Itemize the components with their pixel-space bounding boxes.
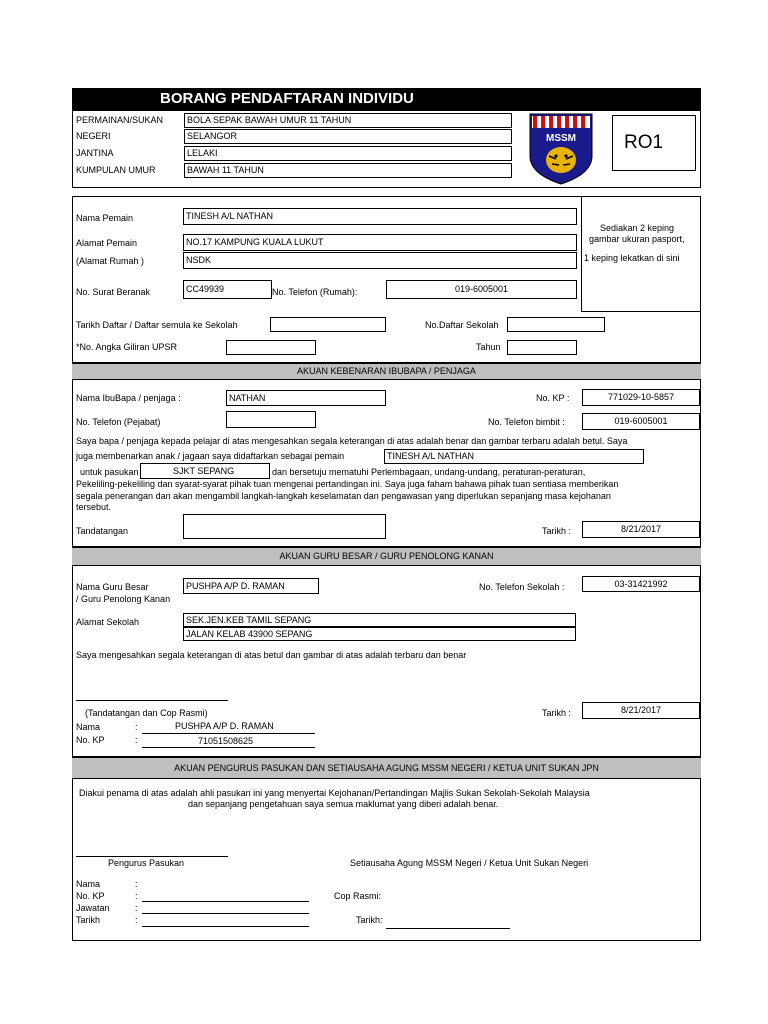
parent-text-3a: untuk pasukan	[80, 467, 139, 477]
state-label: NEGERI	[76, 131, 111, 141]
headmaster-date-label: Tarikh :	[542, 708, 572, 718]
parent-kp-field[interactable]: 771029-10-5857	[582, 389, 700, 406]
headmaster-name-field[interactable]: PUSHPA A/P D. RAMAN	[183, 578, 319, 594]
manager-nama-label: Nama	[76, 879, 101, 889]
parent-text-4: Pekeliling-pekeliling dan syarat-syarat pihak tuan mengenai pertandingan ini. Saya juga faham bahawa pihak tuan sentiasa memberikan	[76, 479, 619, 489]
secretary-label: Setiausaha Agung MSSM Negeri / Ketua Unit Sukan Negeri	[350, 858, 589, 868]
state-field[interactable]: SELANGOR	[184, 129, 512, 144]
headmaster-text: Saya mengesahkan segala keterangan di atas betul dan gambar di atas adalah terbaru dan benar	[76, 650, 467, 660]
parent-name-field[interactable]: NATHAN	[226, 390, 386, 406]
manager-text-2: dan sepanjang pengetahuan saya semua maklumat yang diberi adalah benar.	[188, 799, 499, 809]
birth-cert-label: No. Surat Beranak	[76, 287, 151, 297]
upsr-label: *No. Angka Giliran UPSR	[76, 342, 178, 352]
parent-signature-label: Tandatangan	[76, 526, 129, 536]
secretary-tarikh-label: Tarikh:	[356, 915, 383, 925]
manager-jawatan-label: Jawatan	[76, 903, 110, 913]
manager-tarikh-label: Tarikh	[76, 915, 101, 925]
manager-signature-line	[76, 856, 228, 857]
mobile-label: No. Telefon bimbit :	[488, 417, 565, 427]
manager-kp-label: No. KP	[76, 891, 105, 901]
headmaster-name-label-2: / Guru Penolong Kanan	[76, 594, 171, 604]
secretary-tarikh-line	[386, 928, 510, 929]
manager-jawatan-line	[142, 913, 309, 914]
parent-date-field[interactable]: 8/21/2017	[582, 521, 700, 538]
photo-text-3: 1 keping lekatkan di sini	[584, 253, 680, 263]
player-name-label: Nama Pemain	[76, 213, 134, 223]
upsr-field[interactable]	[226, 340, 316, 355]
year-label: Tahun	[476, 342, 501, 352]
manager-tarikh-line	[142, 926, 309, 927]
player-name-field[interactable]: TINESH A/L NATHAN	[183, 208, 577, 225]
manager-text-1: Diakui penama di atas adalah ahli pasukan ini yang menyertai Kejohanan/Pertandingan Majlis Sukan Sekolah-Sekolah Malaysia	[79, 788, 590, 798]
gender-label: JANTINA	[76, 148, 114, 158]
parent-name-label: Nama IbuBapa / penjaga :	[76, 393, 181, 403]
headmaster-nama-line	[142, 733, 315, 734]
parent-signature-field[interactable]	[183, 514, 386, 539]
school-address-field-1[interactable]: SEK.JEN.KEB TAMIL SEPANG	[183, 613, 576, 627]
headmaster-nama-colon: :	[135, 722, 138, 732]
office-phone-label: No. Telefon (Pejabat)	[76, 417, 161, 427]
parent-text-3b: dan bersetuju mematuhi Perlembagaan, undang-undang, peraturan-peraturan,	[272, 467, 586, 477]
home-phone-field[interactable]: 019-6005001	[386, 280, 577, 299]
headmaster-nama-value: PUSHPA A/P D. RAMAN	[175, 721, 274, 731]
headmaster-kp-colon: :	[135, 735, 138, 745]
headmaster-name-label-1: Nama Guru Besar	[76, 582, 149, 592]
manager-kp-colon: :	[135, 891, 138, 901]
year-field[interactable]	[507, 340, 577, 355]
manager-kp-line	[142, 901, 309, 902]
manager-jawatan-colon: :	[135, 903, 138, 913]
birth-cert-field[interactable]: CC49939	[183, 280, 272, 299]
manager-label: Pengurus Pasukan	[108, 858, 185, 868]
headmaster-kp-value: 71051508625	[198, 736, 254, 746]
parent-text-2: juga membenarkan anak / jagaan saya didaftarkan sebagai pemain	[76, 451, 345, 461]
team-field[interactable]: SJKT SEPANG	[140, 463, 270, 479]
logo-text: MSSM	[546, 133, 576, 144]
parent-text-6: tersebut.	[76, 502, 112, 512]
school-address-label: Alamat Sekolah	[76, 617, 140, 627]
manager-section-title: AKUAN PENGURUS PASUKAN DAN SETIAUSAHA AGUNG MSSM NEGERI / KETUA UNIT SUKAN JPN	[72, 757, 701, 779]
manager-tarikh-colon: :	[135, 915, 138, 925]
manager-nama-colon: :	[135, 879, 138, 889]
register-date-field[interactable]	[270, 317, 386, 332]
parent-text-5: segala penerangan dan akan mengambil langkah-langkah keselamatan dan pengawasan yang diperlukan sepanjang masa kejohanan	[76, 491, 611, 501]
headmaster-date-field[interactable]: 8/21/2017	[582, 702, 700, 719]
sport-field[interactable]: BOLA SEPAK BAWAH UMUR 11 TAHUN	[184, 113, 512, 128]
mobile-field[interactable]: 019-6005001	[582, 413, 700, 430]
home-phone-label: No. Telefon (Rumah):	[272, 287, 358, 297]
player-address-field-2[interactable]: NSDK	[183, 252, 577, 269]
headmaster-nama-label: Nama	[76, 722, 101, 732]
gender-field[interactable]: LELAKI	[184, 146, 512, 161]
parent-section-title: AKUAN KEBENARAN IBUBAPA / PENJAGA	[72, 363, 701, 380]
player-address-label: Alamat Pemain	[76, 238, 138, 248]
office-phone-field[interactable]	[226, 411, 316, 428]
age-group-label: KUMPULAN UMUR	[76, 165, 156, 175]
photo-text-2: gambar ukuran pasport,	[589, 234, 685, 244]
school-phone-field[interactable]: 03-31421992	[582, 576, 700, 592]
school-reg-no-field[interactable]	[507, 317, 605, 332]
cop-label: Cop Rasmi:	[334, 891, 382, 901]
mssm-logo	[528, 112, 594, 186]
form-title: BORANG PENDAFTARAN INDIVIDU	[72, 88, 701, 110]
parent-kp-label: No. KP :	[536, 393, 570, 403]
photo-text-1: Sediakan 2 keping	[600, 223, 675, 233]
sport-label: PERMAINAN/SUKAN	[76, 115, 164, 125]
headmaster-signature-line	[76, 700, 228, 701]
school-reg-no-label: No.Daftar Sekolah	[425, 320, 499, 330]
player-address-field-1[interactable]: NO.17 KAMPUNG KUALA LUKUT	[183, 234, 577, 251]
parent-date-label: Tarikh :	[542, 526, 572, 536]
age-group-field[interactable]: BAWAH 11 TAHUN	[184, 163, 512, 178]
parent-text-1: Saya bapa / penjaga kepada pelajar di atas mengesahkan segala keterangan di atas adalah benar dan gambar terbaru adalah betul. Saya	[76, 436, 628, 446]
school-phone-label: No. Telefon Sekolah :	[479, 582, 565, 592]
headmaster-kp-line	[142, 747, 315, 748]
form-code: RO1	[624, 132, 664, 153]
school-address-field-2[interactable]: JALAN KELAB 43900 SEPANG	[183, 627, 576, 641]
register-date-label: Tarikh Daftar / Daftar semula ke Sekolah	[76, 320, 238, 330]
headmaster-section-title: AKUAN GURU BESAR / GURU PENOLONG KANAN	[72, 547, 701, 566]
headmaster-kp-label: No. KP	[76, 735, 105, 745]
home-address-label: (Alamat Rumah )	[76, 256, 145, 266]
child-name-field[interactable]: TINESH A/L NATHAN	[384, 449, 644, 464]
headmaster-sign-label: (Tandatangan dan Cop Rasmi)	[85, 708, 208, 718]
